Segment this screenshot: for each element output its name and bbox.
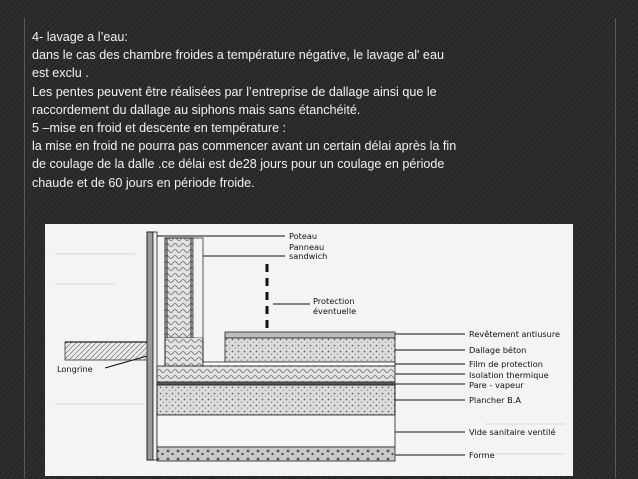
label-pare-vapeur: Pare - vapeur (469, 380, 524, 390)
label-revetement: Revêtement antiusure (469, 329, 561, 339)
floor-section-diagram (45, 224, 573, 476)
layer-forme (157, 447, 395, 461)
text-line: raccordement du dallage au siphons mais sans étanchéité. (32, 102, 361, 117)
layer-dallage (225, 338, 395, 362)
diagram-svg (45, 224, 573, 476)
heading-mise-en-froid: 5 –mise en froid et descente en température : (32, 121, 287, 136)
label-vide: Vide sanitaire ventilé (469, 427, 556, 437)
label-plancher: Plancher B.A (469, 395, 521, 405)
text-line: chaude et de 60 jours en période froide. (32, 175, 255, 190)
label-film: Film de protection (469, 359, 543, 369)
heading-lavage: 4- lavage a l’eau: (32, 30, 128, 44)
layer-isolation (157, 366, 395, 382)
label-protection: Protection (313, 296, 355, 306)
slide-body-text (32, 28, 592, 192)
poteau-column (147, 232, 157, 460)
text-line: Les pentes peuvent être réalisées par l’entreprise de dallage ainsi que le (32, 84, 437, 99)
layer-film (203, 362, 395, 366)
text-line: la mise en froid ne pourra pas commencer avant un certain délai après la fin (32, 139, 457, 154)
layer-revetement (225, 332, 395, 338)
text-line: est exclu . (32, 66, 89, 81)
label-eventuelle: éventuelle (313, 306, 357, 316)
label-panneau: Panneau (289, 242, 325, 252)
layer-vide (157, 415, 395, 447)
label-forme: Forme (469, 450, 495, 460)
panneau-sandwich (165, 238, 225, 374)
label-dallage: Dallage béton (469, 345, 527, 355)
longrine (65, 342, 147, 360)
text-line: dans le cas des chambre froides a température négative, le lavage al' eau (32, 48, 444, 63)
label-poteau: Poteau (289, 231, 318, 241)
text-line: de coulage de la dalle .ce délai est de28 jours pour un coulage en période (32, 157, 445, 172)
label-longrine: Longrine (57, 364, 93, 374)
layer-plancher (157, 385, 395, 415)
label-sandwich: sandwich (289, 251, 328, 261)
label-isolation: Isolation thermique (469, 370, 549, 380)
